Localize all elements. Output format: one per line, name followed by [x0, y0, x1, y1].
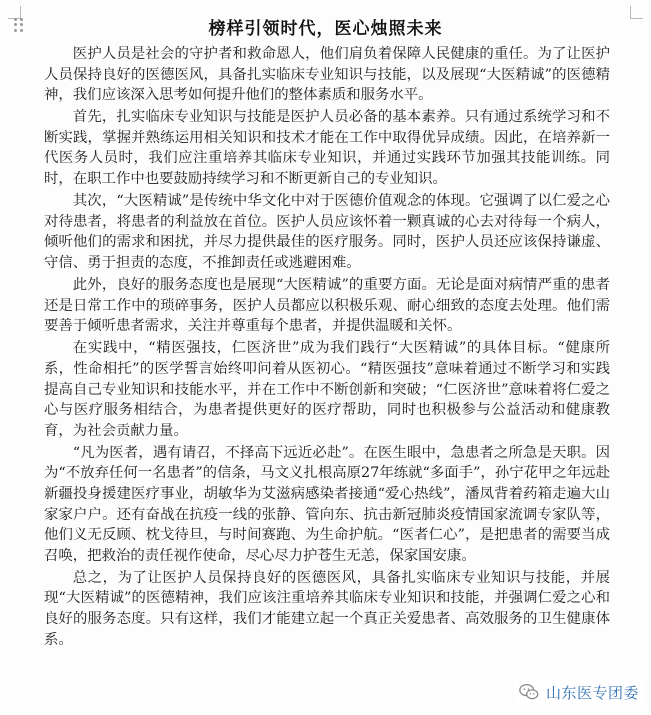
watermark — [514, 679, 645, 705]
paragraph: 在实践中，“精医强技，仁医济世”成为我们践行“大医精诚”的具体目标。“健康所系，性命相托”的医学誓言始终叩问着从医初心。“精医强技”意味着通过不断学习和实践提高自己专业知识和技能水平，并在工作中不断创新和突破；“仁医济世”意味着将仁爱之心与医疗服务相结合，为患者提供更好的医疗帮助，同时也积极参与公益活动和健康教育，为社会贡献力量。 — [44, 340, 610, 439]
watermark-text: 山东医专团委 — [545, 683, 639, 702]
paragraph: 总之，为了让医护人员保持良好的医德医风，具备扎实临床专业知识与技能，并展现“大医精诚”的医德精神，我们应该注重培养其临床专业知识和技能，并强调仁爱之心和良好的服务态度。只有这样，我们才能建立起一个真正关爱患者、高效服务的卫生健康体系。 — [44, 569, 610, 648]
paragraph: 首先，扎实临床专业知识与技能是医护人员必备的基本素养。只有通过系统学习和不断实践，掌握并熟练运用相关知识和技术才能在工作中取得优异成绩。因此，在培养新一代医务人员时，我们应注重培养其临床专业知识，并通过实践环节加强其技能训练。同时，在职工作中也要鼓励持续学习和不断更新自己的专业知识。 — [44, 109, 610, 188]
paragraph: “凡为医者，遇有请召，不择高下远近必赴”。在医生眼中，急患者之所急是天职。因为“不放弃任何一名患者”的信条，马文义扎根高原27年练就“多面手”，孙宁花甲之年远赴新疆投身援建医疗事业，胡敏华为艾滋病感染者接通“爱心热线”，潘凤背着药箱走遍大山家家户户。还有奋战在抗疫一线的张静、管向东、抗击新冠肺炎疫情国家流调专家队等，他们义无反顾、枕戈待旦，与时间赛跑、为生命护航。“医者仁心”，是把患者的需要当成召唤，把救治的责任视作使命，尽心尽力护苍生无恙，保家国安康。 — [44, 444, 610, 564]
document-title: 榜样引领时代，医心烛照未来 — [208, 19, 443, 39]
paragraph: 其次，“大医精诚”是传统中华文化中对于医德价值观念的体现。它强调了以仁爱之心对待患者，将患者的利益放在首位。医护人员应该怀着一颗真诚的心去对待每一个病人，倾听他们的需求和困扰，并尽力提供最佳的医疗服务。同时，医护人员还应该保持谦虚、守信、勇于担责的态度，不推卸责任或逃避困难。 — [44, 193, 610, 271]
wechat-icon — [518, 681, 540, 703]
paragraph: 此外，良好的服务态度也是展现“大医精诚”的重要方面。无论是面对病情严重的患者还是日常工作中的琐碎事务，医护人员都应以积极乐观、耐心细致的态度去处理。他们需要善于倾听患者需求，关注并尊重每个患者，并提供温暖和关怀。 — [44, 277, 610, 335]
paragraph: 医护人员是社会的守护者和救命恩人，他们肩负着保障人民健康的重任。为了让医护人员保持良好的医德医风，具备扎实临床专业知识与技能，以及展现“大医精诚”的医德精神，我们应该深入思考如何提升他们的整体素质和服务水平。 — [44, 46, 610, 104]
document-body — [44, 44, 610, 652]
